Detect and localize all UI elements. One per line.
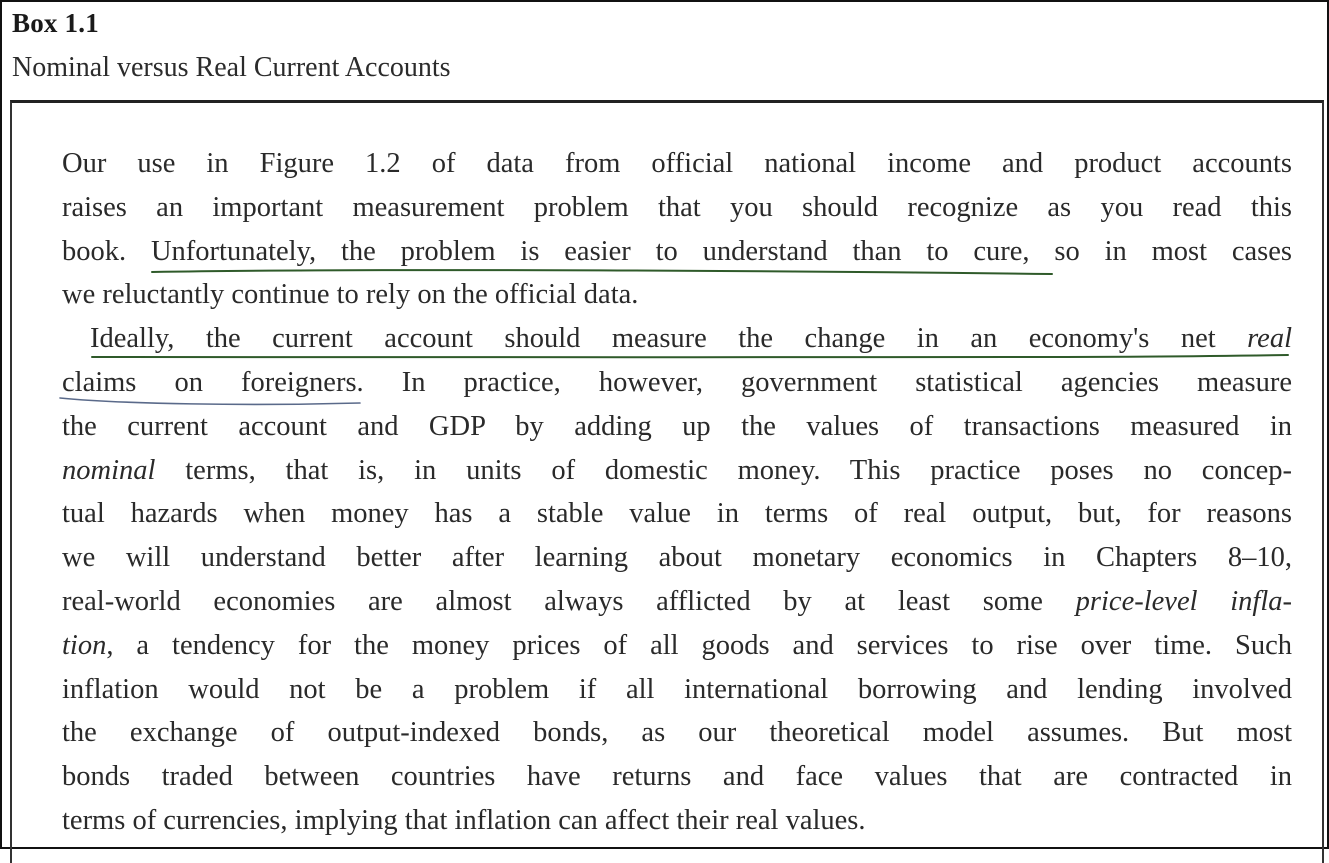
text-line: raises an important measurement problem that you should recognize as you read this bbox=[62, 191, 1292, 223]
text-line: the current account and GDP by adding up the values of transactions measured in bbox=[62, 410, 1292, 442]
text-line: book. Unfortunately, the problem is easier to understand than to cure, so in most cases bbox=[62, 235, 1292, 267]
text-line: tual hazards when money has a stable value in terms of real output, but, for reasons bbox=[62, 498, 1292, 530]
text-line: we reluctantly continue to rely on the official data. bbox=[62, 279, 639, 311]
emphasis-text: real bbox=[1247, 323, 1292, 355]
emphasis-text: price-level infla- bbox=[1075, 585, 1292, 617]
text-segment: real-world economies are almost always afflicted by at least some bbox=[62, 585, 1076, 617]
text-line: we will understand better after learning about monetary economics in Chapters 8–10, bbox=[62, 542, 1292, 574]
text-segment: Ideally, the current account should measure the change in an economy's net bbox=[90, 323, 1248, 355]
text-line: terms of currencies, implying that inflation can affect their real values. bbox=[62, 804, 866, 836]
text-line bbox=[62, 580, 1292, 624]
text-line: claims on foreigners. In practice, however, government statistical agencies measure bbox=[62, 366, 1292, 398]
text-line bbox=[62, 449, 1292, 493]
text-line bbox=[62, 317, 1292, 361]
box-title: Nominal versus Real Current Accounts bbox=[12, 52, 451, 83]
emphasis-text: tion bbox=[62, 629, 107, 661]
text-line: the exchange of output-indexed bonds, as our theoretical model assumes. But most bbox=[62, 717, 1292, 749]
text-line bbox=[62, 624, 1292, 668]
box-label: Box 1.1 bbox=[12, 8, 99, 38]
text-line: inflation would not be a problem if all international borrowing and lending involved bbox=[62, 673, 1292, 705]
text-line: bonds traded between countries have returns and face values that are contracted in bbox=[62, 761, 1292, 793]
emphasis-text: nominal bbox=[62, 454, 156, 486]
box-body-text bbox=[62, 142, 1292, 843]
text-line: Our use in Figure 1.2 of data from official national income and product accounts bbox=[62, 148, 1292, 179]
text-segment: terms, that is, in units of domestic money. This practice poses no concep- bbox=[155, 454, 1292, 486]
text-segment: , a tendency for the money prices of all goods and services to rise over time. Such bbox=[106, 629, 1292, 661]
